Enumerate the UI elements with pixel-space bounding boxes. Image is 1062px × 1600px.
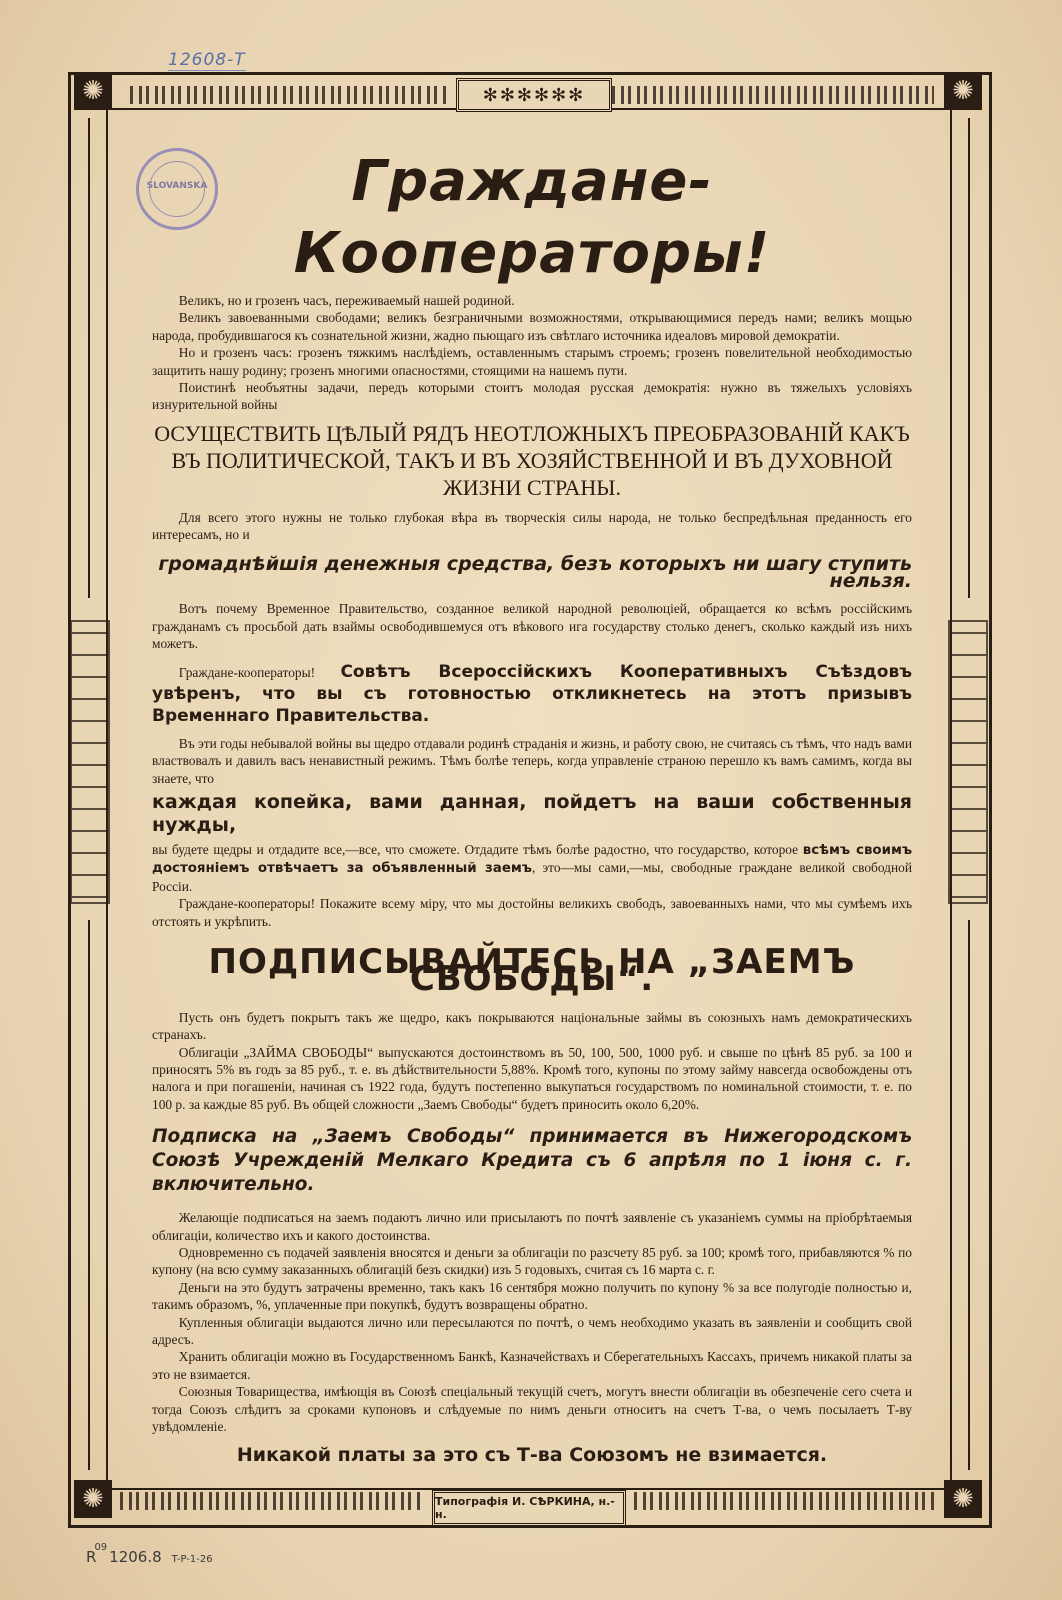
paragraph: Пусть онъ будетъ покрытъ такъ же щедро, какъ покрываются національные займы въ союзныхъ намъ демократическихъ странахъ. (152, 1009, 912, 1043)
corner-rosette-icon: ✺ (944, 72, 982, 110)
council-lead: Граждане-кооператоры! (178, 664, 316, 680)
top-ornament-strip (130, 86, 450, 104)
corner-rosette-icon: ✺ (74, 72, 112, 110)
printer-imprint: Типографія И. СѢРКИНА, н.-н. (432, 1490, 626, 1526)
right-floral-panel (948, 620, 988, 904)
right-rule (968, 920, 970, 1470)
library-stamp-text: SLOVANSKA (146, 181, 208, 191)
no-fee-heading: Никакой платы за это съ Т-ва Союзомъ не взимается. (236, 1444, 828, 1467)
paragraph: Хранить облигаціи можно въ Государственномъ Банкѣ, Казначействахъ и Сберегательныхъ Кассахъ, причемъ никакой платы за это не взимается. (152, 1349, 912, 1382)
poster-title: Граждане-Кооператоры! (293, 149, 771, 286)
paragraph: Одновременно съ подачей заявленія вносятся и деньги за облигаціи по разсчету 85 руб. за 100; кромѣ того, прибавляются % по купону (на всю сумму заказанныхъ облигацій безъ скидки) изъ 5 годовыхъ, считая съ 16 марта с. г. (152, 1245, 912, 1278)
corner-rosette-icon: ✺ (944, 1480, 982, 1518)
shelfmark: $R^{09}1206.8$ T-P-1-26 (86, 1542, 213, 1566)
paragraph: Желающіе подписаться на заемъ подаютъ лично или присылаютъ по почтѣ заявленіе съ указаніемъ суммы на пріобрѣтаемыя облигаціи, количество ихъ и какого достоинства. (152, 1210, 912, 1243)
left-floral-panel (70, 620, 110, 904)
paragraph: Въ эти годы небывалой войны вы щедро отдавали родинѣ страданія и жизнь, и работу свою, не считаясь съ тѣмъ, что надъ вами властвовалъ и давилъ васъ ненавистный режимъ. Тѣмъ болѣе теперь, когда управленіе страною перешло къ вамъ самимъ, когда вы знаете, что (152, 735, 912, 786)
kopek-heading: каждая копейка, вами данная, пойдетъ на ваши собственныя нужды, (152, 790, 912, 836)
paragraph: Деньги на это будутъ затрачены временно, такъ какъ 16 сентября можно получить по купону % за все полугодіе полностью и, такимъ образомъ, %, уплаченные при покупкѣ, будутъ возвращены обратно. (152, 1279, 912, 1313)
paragraph: Граждане-кооператоры! Покажите всему міру, что мы достойны великихъ свободъ, завоеванныхъ нами, что мы сумѣемъ ихъ отстоять и укрѣпить. (152, 896, 912, 929)
paragraph: Но и грозенъ часъ: грозенъ тяжкимъ наслѣдіемъ, оставленнымъ старымъ строемъ; грозенъ повелительной необходимостью защитить нашу родину; грозенъ многими опасностями, стоящими на нашемъ пути. (152, 345, 912, 378)
left-rule (88, 118, 90, 598)
bottom-ornament-strip (634, 1492, 934, 1510)
paragraph: Купленныя облигаціи выдаются лично или пересылаются по почтѣ, о чемъ необходимо указать въ заявленіи и сообщить свой адресъ. (152, 1314, 912, 1348)
top-ornament-strip (612, 86, 934, 104)
paragraph: Великъ завоеванными свободами; великъ безграничными возможностями, открывающимися передъ нами; великъ мощью народа, пробудившагося къ сознательной жизни, жадно пьющаго изъ свѣтлаго источника идеаловъ мировой демократіи. (152, 310, 912, 343)
top-ornament-cartouche: ✻✻✻✻✻✻ (456, 78, 612, 112)
subscription-heading: Подписка на „Заемъ Свободы“ принимается въ Нижегородскомъ Союзѣ Учрежденій Мелкаго Кредита съ 6 апрѣля по 1 іюня с. г. включительно. (152, 1126, 912, 1196)
reforms-heading: ОСУЩЕСТВИТЬ ЦѢЛЫЙ РЯДЪ НЕОТЛОЖНЫХЪ ПРЕОБРАЗОВАНІЙ КАКЪ ВЪ ПОЛИТИЧЕСКОЙ, ТАКЪ И ВЪ ХОЗЯЙСТВЕННОЙ И ВЪ ДУХОВНОЙ ЖИЗНИ СТРАНЫ. (154, 420, 910, 500)
paragraph: Великъ, но и грозенъ часъ, переживаемый нашей родиной. (178, 293, 515, 308)
poster-body (152, 140, 912, 1465)
paragraph: Поистинѣ необъятны задачи, передъ которыми стоитъ молодая русская демократія: нужно въ тяжелыхъ условіяхъ изнурительной войны (152, 380, 912, 413)
council-statement: Совѣтъ Всероссійскихъ Кооперативныхъ Съѣздовъ увѣренъ, что вы съ готовностью откликнетесь на этотъ призывъ Временнаго Правительства. (152, 661, 912, 726)
funds-heading: громаднѣйшія денежныя средства, безъ которыхъ ни шагу ступить нельзя. (158, 552, 912, 593)
paragraph: Облигаціи „ЗАЙМА СВОБОДЫ“ выпускаются достоинствомъ въ 50, 100, 500, 1000 руб. и свыше по цѣнѣ 85 руб. за 100 и приносятъ 5% въ годъ за 85 руб., т. е. въ дѣйствительности 5,88%. Кромѣ того, купоны по этому займу навсегда освобождены отъ налога и при погашеніи, начиная съ 1922 года, будутъ постепенно выкупаться государствомъ по номинальной стоимости, т. е. по 100 р. за каждые 85 руб. Въ общей сложности „Заемъ Свободы“ будетъ приносить около 6,20%. (152, 1044, 912, 1112)
bottom-ornament-strip (120, 1492, 420, 1510)
paragraph: Для всего этого нужны не только глубокая вѣра въ творческія силы народа, не только беспредѣльная преданность его интересамъ, но и (152, 509, 912, 543)
paragraph: Вотъ почему Временное Правительство, созданное великой народной революціей, обращается ко всѣмъ россійскимъ гражданамъ съ просьбой дать взаймы освободившемуся отъ вѣкового ига государству столько денегъ, сколько каждый изъ нихъ можетъ. (152, 601, 912, 652)
right-rule (968, 118, 970, 598)
guarantee-phrase: всѣмъ своимъ достояніемъ отвѣчаетъ за объявленный заемъ (152, 842, 913, 877)
subscribe-heading: ПОДПИСЫВАЙТЕСЬ НА „ЗАЕМЪ СВОБОДЫ“. (208, 941, 856, 1000)
archive-number: 12608-Т (168, 50, 246, 70)
corner-rosette-icon: ✺ (74, 1480, 112, 1518)
paragraph: Союзныя Товарищества, имѣющія въ Союзѣ спеціальный текущій счетъ, могутъ внести облигаціи въ обезпеченіе сего счета и тогда Союзъ слѣдитъ за сроками купоновъ и слѣдуемые по нимъ деньги относитъ на счетъ Т-ва, о чемъ посылаетъ Т-ву увѣдомленіе. (152, 1384, 912, 1435)
paragraph: вы будете щедры и отдадите все,—все, что сможете. Отдадите тѣмъ болѣе радостно, что государство, которое всѣмъ своимъ достояніемъ отвѣчаетъ за объявленный заемъ, это—мы сами,—мы, свободные граждане великой свободной Россіи. (152, 841, 913, 894)
left-rule (88, 920, 90, 1470)
council-paragraph (152, 661, 912, 727)
